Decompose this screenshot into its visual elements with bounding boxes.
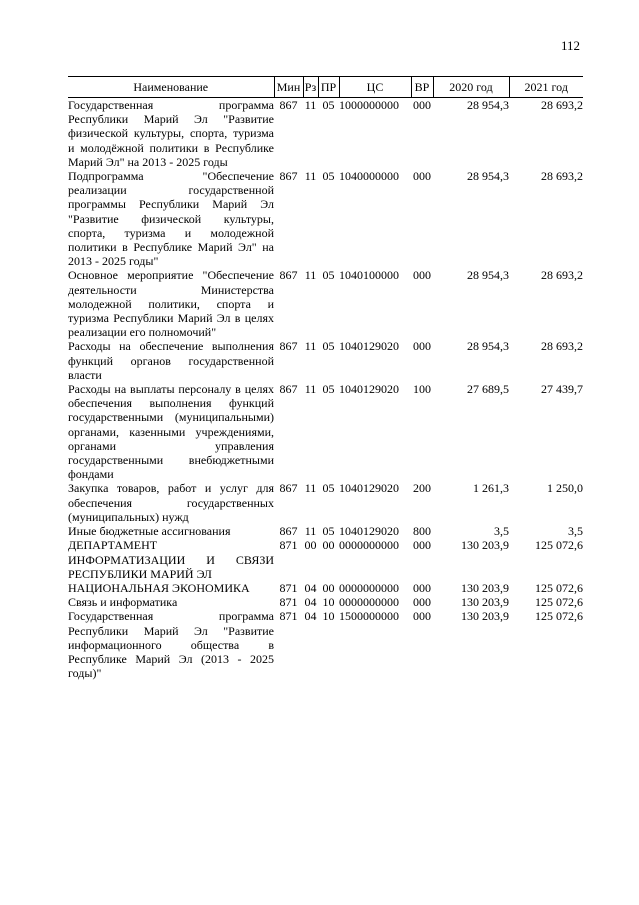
row-cs: 1040100000: [339, 268, 399, 283]
row-cs: 1040000000: [339, 169, 399, 184]
row-min: 871: [279, 580, 298, 595]
row-rz: 11: [304, 524, 317, 539]
row-amount-2021: 1 250,0: [547, 481, 583, 496]
row-rz: 04: [304, 609, 317, 624]
row-min: 867: [279, 169, 298, 184]
row-cs: 0000000000: [339, 595, 399, 610]
row-min: 867: [279, 524, 298, 539]
row-vr: 000: [413, 268, 431, 283]
table-row: [68, 524, 583, 538]
header-name: Наименование: [68, 77, 274, 98]
row-amount-2020: 130 203,9: [461, 595, 509, 610]
row-vr: 000: [413, 169, 431, 184]
table-row: [68, 481, 583, 524]
row-name: Связь и информатика: [68, 595, 178, 610]
row-amount-2021: 125 072,6: [535, 595, 583, 610]
row-rz: 11: [304, 382, 317, 397]
row-cs: 1500000000: [339, 609, 399, 624]
row-vr: 000: [413, 609, 431, 624]
row-vr: 000: [413, 98, 431, 112]
row-amount-2020: 1 261,3: [473, 481, 509, 496]
row-amount-2020: 28 954,3: [467, 339, 509, 354]
row-vr: 000: [413, 538, 431, 553]
row-min: 871: [279, 595, 298, 610]
row-cs: 0000000000: [339, 580, 399, 595]
row-amount-2020: 28 954,3: [467, 169, 509, 184]
row-amount-2021: 125 072,6: [535, 609, 583, 624]
table-row: [68, 595, 583, 609]
row-amount-2020: 130 203,9: [461, 609, 509, 624]
row-cs: 0000000000: [339, 538, 399, 553]
table-row: [68, 169, 583, 268]
table-header-row: [68, 77, 583, 98]
row-pr: 05: [322, 169, 335, 184]
row-name: Государственная программа Республики Марий Эл "Развитие информационного общества в Республике Марий Эл (2013 - 2025 годы)": [68, 609, 274, 681]
header-rz: Рз: [303, 77, 318, 98]
header-min: Мин: [274, 77, 303, 98]
row-pr: 00: [322, 538, 335, 553]
row-amount-2020: 28 954,3: [467, 98, 509, 112]
header-pr: ПР: [318, 77, 339, 98]
table-row: [68, 581, 583, 595]
row-rz: 00: [304, 538, 317, 553]
row-cs: 1040129020: [339, 382, 399, 397]
row-pr: 05: [322, 524, 335, 539]
row-min: 867: [279, 382, 298, 397]
row-min: 871: [279, 609, 298, 624]
row-rz: 11: [304, 98, 317, 112]
row-rz: 04: [304, 595, 317, 610]
row-name: Расходы на выплаты персоналу в целях обеспечения выполнения функций государственными (муниципальными) органами, казенными учреждениями, органами управления государственными внебюджетными фондами: [68, 382, 274, 482]
row-rz: 11: [304, 268, 317, 283]
row-amount-2021: 28 693,2: [541, 268, 583, 283]
row-rz: 04: [304, 580, 317, 595]
table-row: [68, 609, 583, 680]
row-vr: 100: [413, 382, 431, 397]
row-name: Иные бюджетные ассигнования: [68, 524, 231, 539]
row-pr: 10: [322, 609, 335, 624]
row-amount-2020: 130 203,9: [461, 538, 509, 553]
header-cs: ЦС: [339, 77, 411, 98]
row-name: Государственная программа Республики Марий Эл "Развитие физической культуры, спорта, туризма и молодёжной политики в Республике Марий Эл" на 2013 - 2025 годы: [68, 98, 274, 169]
row-amount-2020: 28 954,3: [467, 268, 509, 283]
row-name: ДЕПАРТАМЕНТ ИНФОРМАТИЗАЦИИ И СВЯЗИ РЕСПУБЛИКИ МАРИЙ ЭЛ: [68, 538, 274, 581]
row-vr: 000: [413, 580, 431, 595]
budget-table: [68, 76, 583, 680]
row-pr: 05: [322, 268, 335, 283]
row-min: 867: [279, 98, 298, 112]
row-name: Основное мероприятие "Обеспечение деятельности Министерства молодежной политики, спорта и туризма Республики Марий Эл в целях реализации его полномочий": [68, 268, 274, 340]
row-amount-2021: 28 693,2: [541, 98, 583, 112]
row-pr: 05: [322, 339, 335, 354]
row-min: 871: [279, 538, 298, 553]
row-amount-2021: 3,5: [568, 524, 583, 539]
row-amount-2020: 3,5: [494, 524, 509, 539]
row-pr: 05: [322, 382, 335, 397]
table-row: [68, 538, 583, 581]
row-cs: 1040129020: [339, 524, 399, 539]
row-name: НАЦИОНАЛЬНАЯ ЭКОНОМИКА: [68, 580, 250, 595]
header-year-2020: 2020 год: [433, 77, 509, 98]
page-number: 112: [560, 38, 580, 53]
table-row: [68, 98, 583, 170]
table-row: [68, 382, 583, 481]
table-body: [68, 98, 583, 681]
row-vr: 200: [413, 481, 431, 496]
row-amount-2021: 125 072,6: [535, 538, 583, 553]
row-cs: 1000000000: [339, 98, 399, 112]
row-min: 867: [279, 481, 298, 496]
row-amount-2020: 130 203,9: [461, 580, 509, 595]
row-pr: 10: [322, 595, 335, 610]
header-vr: ВР: [411, 77, 433, 98]
table-row: [68, 339, 583, 382]
row-cs: 1040129020: [339, 481, 399, 496]
row-cs: 1040129020: [339, 339, 399, 354]
row-min: 867: [279, 339, 298, 354]
row-amount-2020: 27 689,5: [467, 382, 509, 397]
row-pr: 05: [322, 98, 335, 112]
row-name: Закупка товаров, работ и услуг для обеспечения государственных (муниципальных) нужд: [68, 481, 274, 524]
row-vr: 000: [413, 339, 431, 354]
row-amount-2021: 28 693,2: [541, 339, 583, 354]
row-amount-2021: 125 072,6: [535, 580, 583, 595]
row-name: Подпрограмма "Обеспечение реализации государственной программы Республики Марий Эл "Развитие физической культуры, спорта, туризма и молодежной политики в Республике Марий Эл" на 2013 - 2025 годы": [68, 169, 274, 269]
row-min: 867: [279, 268, 298, 283]
row-rz: 11: [304, 169, 317, 184]
header-year-2021: 2021 год: [509, 77, 583, 98]
row-amount-2021: 27 439,7: [541, 382, 583, 397]
row-rz: 11: [304, 339, 317, 354]
row-name: Расходы на обеспечение выполнения функций органов государственной власти: [68, 339, 274, 382]
table-row: [68, 268, 583, 339]
row-pr: 00: [322, 580, 335, 595]
row-vr: 800: [413, 524, 431, 539]
row-amount-2021: 28 693,2: [541, 169, 583, 184]
row-rz: 11: [304, 481, 317, 496]
row-vr: 000: [413, 595, 431, 610]
row-pr: 05: [322, 481, 335, 496]
